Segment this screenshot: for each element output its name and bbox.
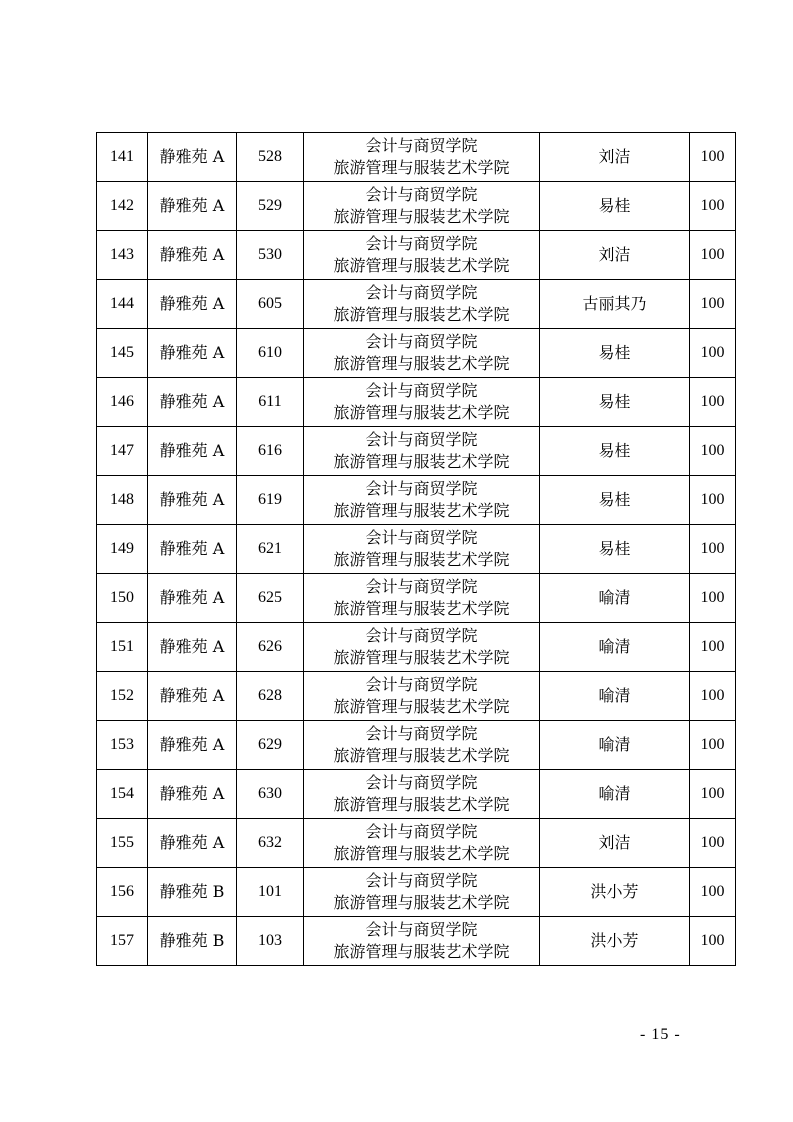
table-row — [97, 329, 736, 378]
person-cell: 易桂 — [540, 329, 690, 378]
room-cell: 630 — [237, 770, 304, 819]
row-index-cell: 146 — [97, 378, 148, 427]
score-cell: 100 — [690, 182, 736, 231]
score-cell: 100 — [690, 819, 736, 868]
college-line-2: 旅游管理与服装艺术学院 — [333, 893, 510, 912]
college-cell — [304, 917, 540, 966]
score-cell: 100 — [690, 231, 736, 280]
score-cell: 100 — [690, 476, 736, 525]
building-cell: 静雅苑 B — [148, 868, 237, 917]
table-row — [97, 770, 736, 819]
college-line-1: 会计与商贸学院 — [365, 234, 478, 253]
room-cell: 611 — [237, 378, 304, 427]
score-cell: 100 — [690, 525, 736, 574]
building-cell: 静雅苑 A — [148, 721, 237, 770]
college-line-1: 会计与商贸学院 — [365, 626, 478, 645]
college-cell — [304, 623, 540, 672]
college-line-2: 旅游管理与服装艺术学院 — [333, 207, 510, 226]
college-line-1: 会计与商贸学院 — [365, 577, 478, 596]
room-cell: 619 — [237, 476, 304, 525]
score-cell: 100 — [690, 917, 736, 966]
table-row — [97, 525, 736, 574]
row-index-cell: 150 — [97, 574, 148, 623]
college-line-2: 旅游管理与服装艺术学院 — [333, 795, 510, 814]
row-index-cell: 153 — [97, 721, 148, 770]
college-line-2: 旅游管理与服装艺术学院 — [333, 697, 510, 716]
college-line-1: 会计与商贸学院 — [365, 136, 478, 155]
table-body — [97, 133, 736, 966]
row-index-cell: 151 — [97, 623, 148, 672]
college-line-1: 会计与商贸学院 — [365, 185, 478, 204]
college-cell — [304, 280, 540, 329]
college-cell — [304, 868, 540, 917]
building-cell: 静雅苑 A — [148, 819, 237, 868]
college-cell — [304, 525, 540, 574]
page-number: - 15 - — [640, 1026, 681, 1043]
person-cell: 喻清 — [540, 574, 690, 623]
person-cell: 喻清 — [540, 770, 690, 819]
person-cell: 喻清 — [540, 672, 690, 721]
college-line-2: 旅游管理与服装艺术学院 — [333, 452, 510, 471]
room-cell: 528 — [237, 133, 304, 182]
score-cell: 100 — [690, 133, 736, 182]
row-index-cell: 149 — [97, 525, 148, 574]
college-cell — [304, 721, 540, 770]
room-cell: 625 — [237, 574, 304, 623]
college-line-2: 旅游管理与服装艺术学院 — [333, 403, 510, 422]
college-line-2: 旅游管理与服装艺术学院 — [333, 599, 510, 618]
college-line-1: 会计与商贸学院 — [365, 822, 478, 841]
college-cell — [304, 133, 540, 182]
room-cell: 629 — [237, 721, 304, 770]
table-row — [97, 231, 736, 280]
person-cell: 洪小芳 — [540, 917, 690, 966]
building-cell: 静雅苑 A — [148, 525, 237, 574]
building-cell: 静雅苑 A — [148, 574, 237, 623]
building-cell: 静雅苑 A — [148, 182, 237, 231]
person-cell: 刘洁 — [540, 231, 690, 280]
score-cell: 100 — [690, 329, 736, 378]
score-cell: 100 — [690, 623, 736, 672]
person-cell: 刘洁 — [540, 819, 690, 868]
table-row — [97, 280, 736, 329]
row-index-cell: 144 — [97, 280, 148, 329]
score-cell: 100 — [690, 868, 736, 917]
person-cell: 易桂 — [540, 378, 690, 427]
college-line-1: 会计与商贸学院 — [365, 528, 478, 547]
table-row — [97, 378, 736, 427]
person-cell: 易桂 — [540, 476, 690, 525]
college-line-2: 旅游管理与服装艺术学院 — [333, 501, 510, 520]
room-cell: 628 — [237, 672, 304, 721]
college-line-1: 会计与商贸学院 — [365, 871, 478, 890]
room-cell: 632 — [237, 819, 304, 868]
person-cell: 喻清 — [540, 721, 690, 770]
person-cell: 易桂 — [540, 525, 690, 574]
college-line-1: 会计与商贸学院 — [365, 724, 478, 743]
college-cell — [304, 231, 540, 280]
building-cell: 静雅苑 B — [148, 917, 237, 966]
building-cell: 静雅苑 A — [148, 231, 237, 280]
building-cell: 静雅苑 A — [148, 770, 237, 819]
row-index-cell: 155 — [97, 819, 148, 868]
row-index-cell: 154 — [97, 770, 148, 819]
college-line-1: 会计与商贸学院 — [365, 479, 478, 498]
row-index-cell: 143 — [97, 231, 148, 280]
room-cell: 605 — [237, 280, 304, 329]
building-cell: 静雅苑 A — [148, 133, 237, 182]
score-cell: 100 — [690, 280, 736, 329]
table-row — [97, 623, 736, 672]
college-line-2: 旅游管理与服装艺术学院 — [333, 550, 510, 569]
room-cell: 103 — [237, 917, 304, 966]
score-cell: 100 — [690, 770, 736, 819]
college-line-2: 旅游管理与服装艺术学院 — [333, 648, 510, 667]
row-index-cell: 157 — [97, 917, 148, 966]
room-cell: 610 — [237, 329, 304, 378]
building-cell: 静雅苑 A — [148, 623, 237, 672]
table-row — [97, 672, 736, 721]
college-line-2: 旅游管理与服装艺术学院 — [333, 844, 510, 863]
building-cell: 静雅苑 A — [148, 672, 237, 721]
table-row — [97, 721, 736, 770]
table-row — [97, 427, 736, 476]
college-line-1: 会计与商贸学院 — [365, 773, 478, 792]
table-row — [97, 917, 736, 966]
room-cell: 616 — [237, 427, 304, 476]
row-index-cell: 147 — [97, 427, 148, 476]
college-line-2: 旅游管理与服装艺术学院 — [333, 158, 510, 177]
college-cell — [304, 672, 540, 721]
person-cell: 易桂 — [540, 182, 690, 231]
dormitory-table — [96, 132, 736, 966]
college-line-2: 旅游管理与服装艺术学院 — [333, 746, 510, 765]
table-row — [97, 819, 736, 868]
college-line-2: 旅游管理与服装艺术学院 — [333, 354, 510, 373]
table-row — [97, 133, 736, 182]
building-cell: 静雅苑 A — [148, 378, 237, 427]
building-cell: 静雅苑 A — [148, 280, 237, 329]
college-cell — [304, 427, 540, 476]
building-cell: 静雅苑 A — [148, 476, 237, 525]
table-row — [97, 476, 736, 525]
college-cell — [304, 819, 540, 868]
college-cell — [304, 574, 540, 623]
college-line-1: 会计与商贸学院 — [365, 283, 478, 302]
score-cell: 100 — [690, 378, 736, 427]
table-row — [97, 574, 736, 623]
row-index-cell: 145 — [97, 329, 148, 378]
college-cell — [304, 378, 540, 427]
row-index-cell: 148 — [97, 476, 148, 525]
college-line-1: 会计与商贸学院 — [365, 430, 478, 449]
college-line-1: 会计与商贸学院 — [365, 675, 478, 694]
person-cell: 易桂 — [540, 427, 690, 476]
person-cell: 刘洁 — [540, 133, 690, 182]
college-line-2: 旅游管理与服装艺术学院 — [333, 942, 510, 961]
row-index-cell: 141 — [97, 133, 148, 182]
score-cell: 100 — [690, 721, 736, 770]
row-index-cell: 156 — [97, 868, 148, 917]
room-cell: 530 — [237, 231, 304, 280]
building-cell: 静雅苑 A — [148, 329, 237, 378]
table-row — [97, 868, 736, 917]
college-cell — [304, 182, 540, 231]
score-cell: 100 — [690, 574, 736, 623]
college-line-1: 会计与商贸学院 — [365, 920, 478, 939]
room-cell: 529 — [237, 182, 304, 231]
room-cell: 101 — [237, 868, 304, 917]
room-cell: 621 — [237, 525, 304, 574]
college-line-2: 旅游管理与服装艺术学院 — [333, 305, 510, 324]
person-cell: 古丽其乃 — [540, 280, 690, 329]
table-row — [97, 182, 736, 231]
score-cell: 100 — [690, 672, 736, 721]
college-line-1: 会计与商贸学院 — [365, 332, 478, 351]
building-cell: 静雅苑 A — [148, 427, 237, 476]
college-cell — [304, 476, 540, 525]
college-line-1: 会计与商贸学院 — [365, 381, 478, 400]
score-cell: 100 — [690, 427, 736, 476]
room-cell: 626 — [237, 623, 304, 672]
person-cell: 喻清 — [540, 623, 690, 672]
college-cell — [304, 329, 540, 378]
person-cell: 洪小芳 — [540, 868, 690, 917]
row-index-cell: 152 — [97, 672, 148, 721]
college-cell — [304, 770, 540, 819]
college-line-2: 旅游管理与服装艺术学院 — [333, 256, 510, 275]
row-index-cell: 142 — [97, 182, 148, 231]
